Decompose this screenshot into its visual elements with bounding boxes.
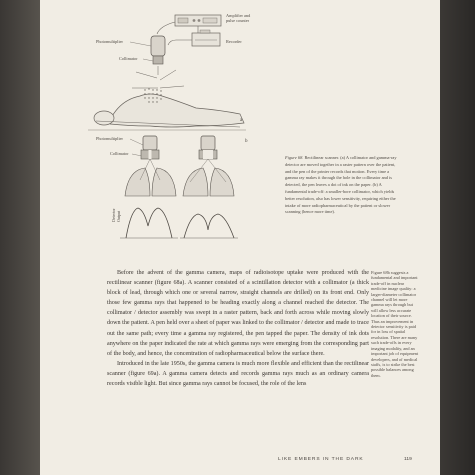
recorder-box <box>192 30 220 46</box>
cable <box>168 40 192 45</box>
detector-right <box>199 136 217 159</box>
patient-body <box>94 94 244 127</box>
photomultiplier-label-top: Photomultiplier <box>96 39 123 44</box>
recorder-label: Recorder <box>226 39 242 44</box>
cable <box>157 22 175 34</box>
photomultiplier-tube-top <box>151 36 165 64</box>
detector-output-label: DetectorOutput <box>111 208 121 222</box>
detector-left <box>141 136 159 159</box>
photomultiplier-label-bottom: Photomultiplier <box>96 136 123 141</box>
output-curve-right <box>184 214 234 238</box>
caption-text: Rectilinear scanner. (a) A collimator and gamma-ray detector are moved together in a raster pattern over the patient, and the pen of the printer records that motion. Every time a gamma ray makes it through the hole in the collimator and is detected, the pen leaves a dot of ink on the paper. (b) A fundamental trade-off: a smaller-bore collimator, which yields better resolution, also has lower sensitivity, requiring either the intake of more radiopharmaceutical by the patient or slower scanning (hence more time). <box>285 155 397 215</box>
running-head: LIKE EMBERS IN THE DARK <box>278 457 364 462</box>
organ-right <box>183 159 234 196</box>
figure-caption <box>285 155 397 216</box>
page-number: 119 <box>404 457 412 462</box>
output-curve-left <box>126 208 172 238</box>
collimator-label-bottom: Collimator <box>110 151 129 156</box>
margin-note: Figure 68b suggests a fundamental and important trade-off in nuclear medicine image quality: a larger-diameter collimator channel will let more gamma rays through but will allow less accurate location of their source. Thus an improvement in detector sensitivity is paid for in loss of spatial resolution. There are many such trade-offs in every imaging modality, and an important job of equipment developers, and of medical staffs, is to strike the best possible balances among them. <box>371 270 419 378</box>
paragraph: Introduced in the late 1950s, the gamma camera is much more flexible and efficient than the rectilinear scanner (figure 69a). A gamma camera detects and records gamma rays much as an ordinary camera records visible light. But since gamma rays cannot be focused, the role of the lens <box>107 360 369 388</box>
panel-b-label: b <box>245 139 248 144</box>
paragraph: Before the advent of the gamma camera, maps of radioisotope uptake were produced with the rectilinear scanner (figure 68a). A scanner consisted of a scintillation detector with a collimator (a thick block of lead, through which one or several narrow, straight channels are drilled) on its front end. Only those few gamma rays that happened to be heading exactly along a channel reached the detector. The collimator / detector assembly was swept in a raster pattern, back and forth across while moving slowly down the patient. A pen held over a sheet of paper was linked to the collimator / detector and made to trace out the same path; every time a gamma ray registered, the pen tapped the paper. The density of ink dots anywhere on the paper indicated the rate at which gamma rays were emerging from the corresponding part of the body, and hence, the concentration of radiopharmaceutical below the surface there. <box>107 270 369 357</box>
amplifier-box <box>175 15 221 26</box>
main-body-text <box>107 268 369 389</box>
collimator-label-top: Collimator <box>119 56 138 61</box>
caption-label: Figure 68. <box>285 155 304 160</box>
organ-left <box>125 159 176 196</box>
amplifier-label: Amplifier and pulse counter <box>226 13 251 23</box>
panel-a-label: a <box>240 118 243 123</box>
